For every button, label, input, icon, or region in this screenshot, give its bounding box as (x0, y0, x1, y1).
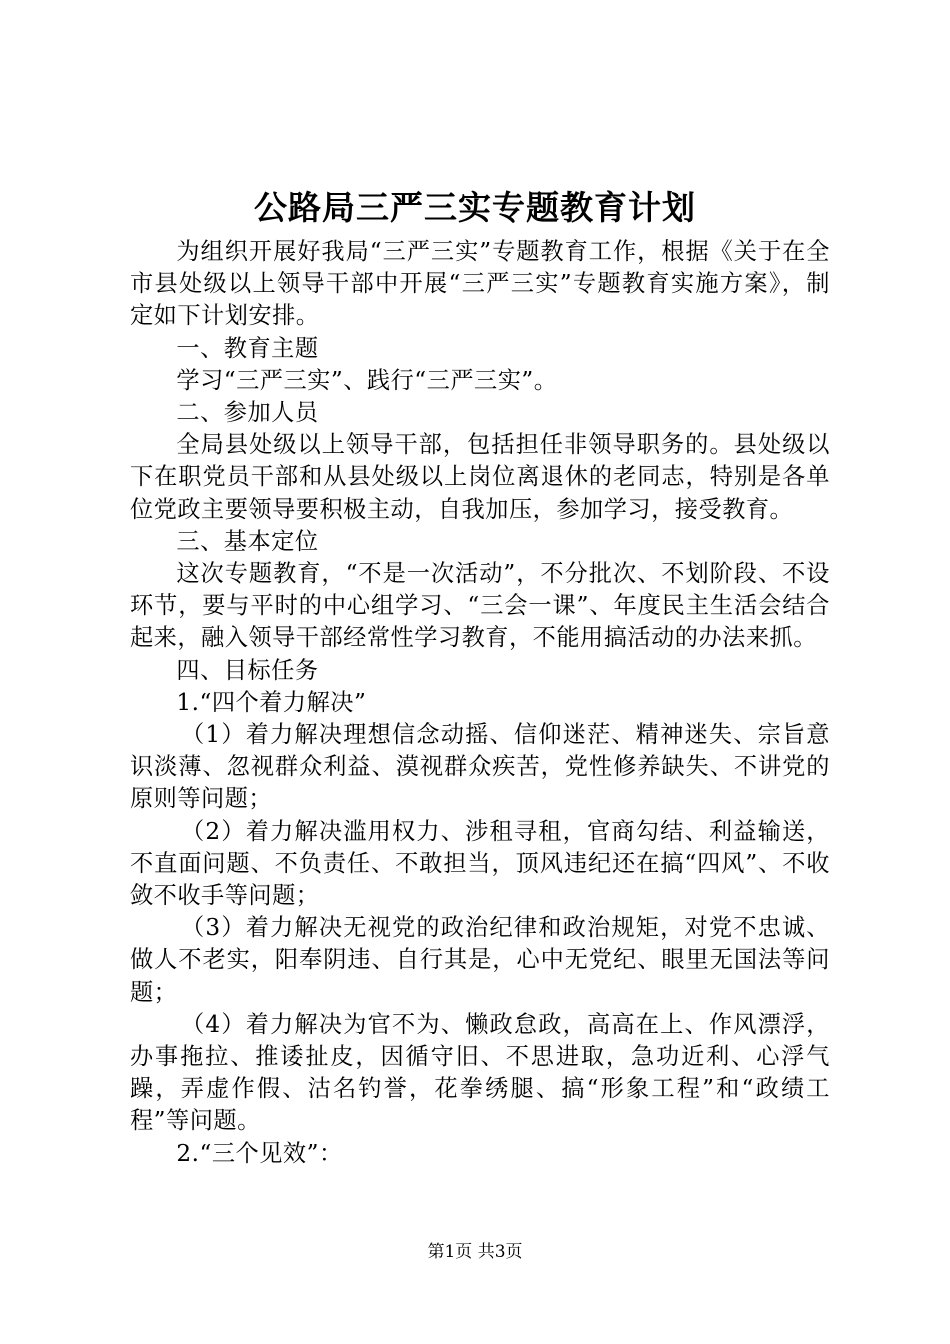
theme-paragraph: 学习“三严三实”、践行“三严三实”。 (176, 366, 558, 394)
section-heading-positioning: 三、基本定位 (176, 527, 319, 555)
goal-item-3: （3）着力解决无视党的政治纪律和政治规矩，对党不忠诚、做人不老实，阳奉阴违、自行其是，心中无党纪、眼里无国法等问题； (130, 914, 830, 1006)
goal-item-4: （4）着力解决为官不为、懒政怠政，高高在上、作风漂浮，办事拖拉、推诿扯皮，因循守旧、不思进取，急功近利、心浮气躁，弄虚作假、沽名钓誉，花拳绣腿、搞“形象工程”和“政绩工程”等问题。 (130, 1010, 830, 1135)
page-footer: 第1页 共3页 (427, 1242, 523, 1262)
intro-paragraph: 为组织开展好我局“三严三实”专题教育工作，根据《关于在全市县处级以上领导干部中开展“三严三实”专题教育实施方案》，制定如下计划安排。 (130, 238, 830, 330)
section-heading-participants: 二、参加人员 (176, 399, 319, 427)
goal-item-1: （1）着力解决理想信念动摇、信仰迷茫、精神迷失、宗旨意识淡薄、忽视群众利益、漠视群众疾苦，党性修养缺失、不讲党的原则等问题； (130, 721, 830, 813)
positioning-paragraph: 这次专题教育，“不是一次活动”，不分批次、不划阶段、不设环节，要与平时的中心组学习、“三会一课”、年度民主生活会结合起来，融入领导干部经常性学习教育，不能用搞活动的办法来抓。 (130, 560, 830, 652)
goal-item-2: （2）着力解决滥用权力、涉租寻租，官商勾结、利益输送，不直面问题、不负责任、不敢担当，顶风违纪还在搞“四风”、不收敛不收手等问题； (130, 817, 830, 910)
participants-paragraph: 全局县处级以上领导干部，包括担任非领导职务的。县处级以下在职党员干部和从县处级以上岗位离退休的老同志，特别是各单位党政主要领导要积极主动，自我加压，参加学习，接受教育。 (130, 431, 830, 523)
goals-subheading-1: 1.“四个着力解决” (176, 688, 367, 716)
goals-subheading-2: 2.“三个见效”： (176, 1139, 343, 1167)
document-title: 公路局三严三实专题教育计划 (254, 188, 696, 227)
document-body (130, 236, 830, 1170)
section-heading-goals: 四、目标任务 (176, 656, 319, 684)
section-heading-theme: 一、教育主题 (176, 334, 319, 362)
